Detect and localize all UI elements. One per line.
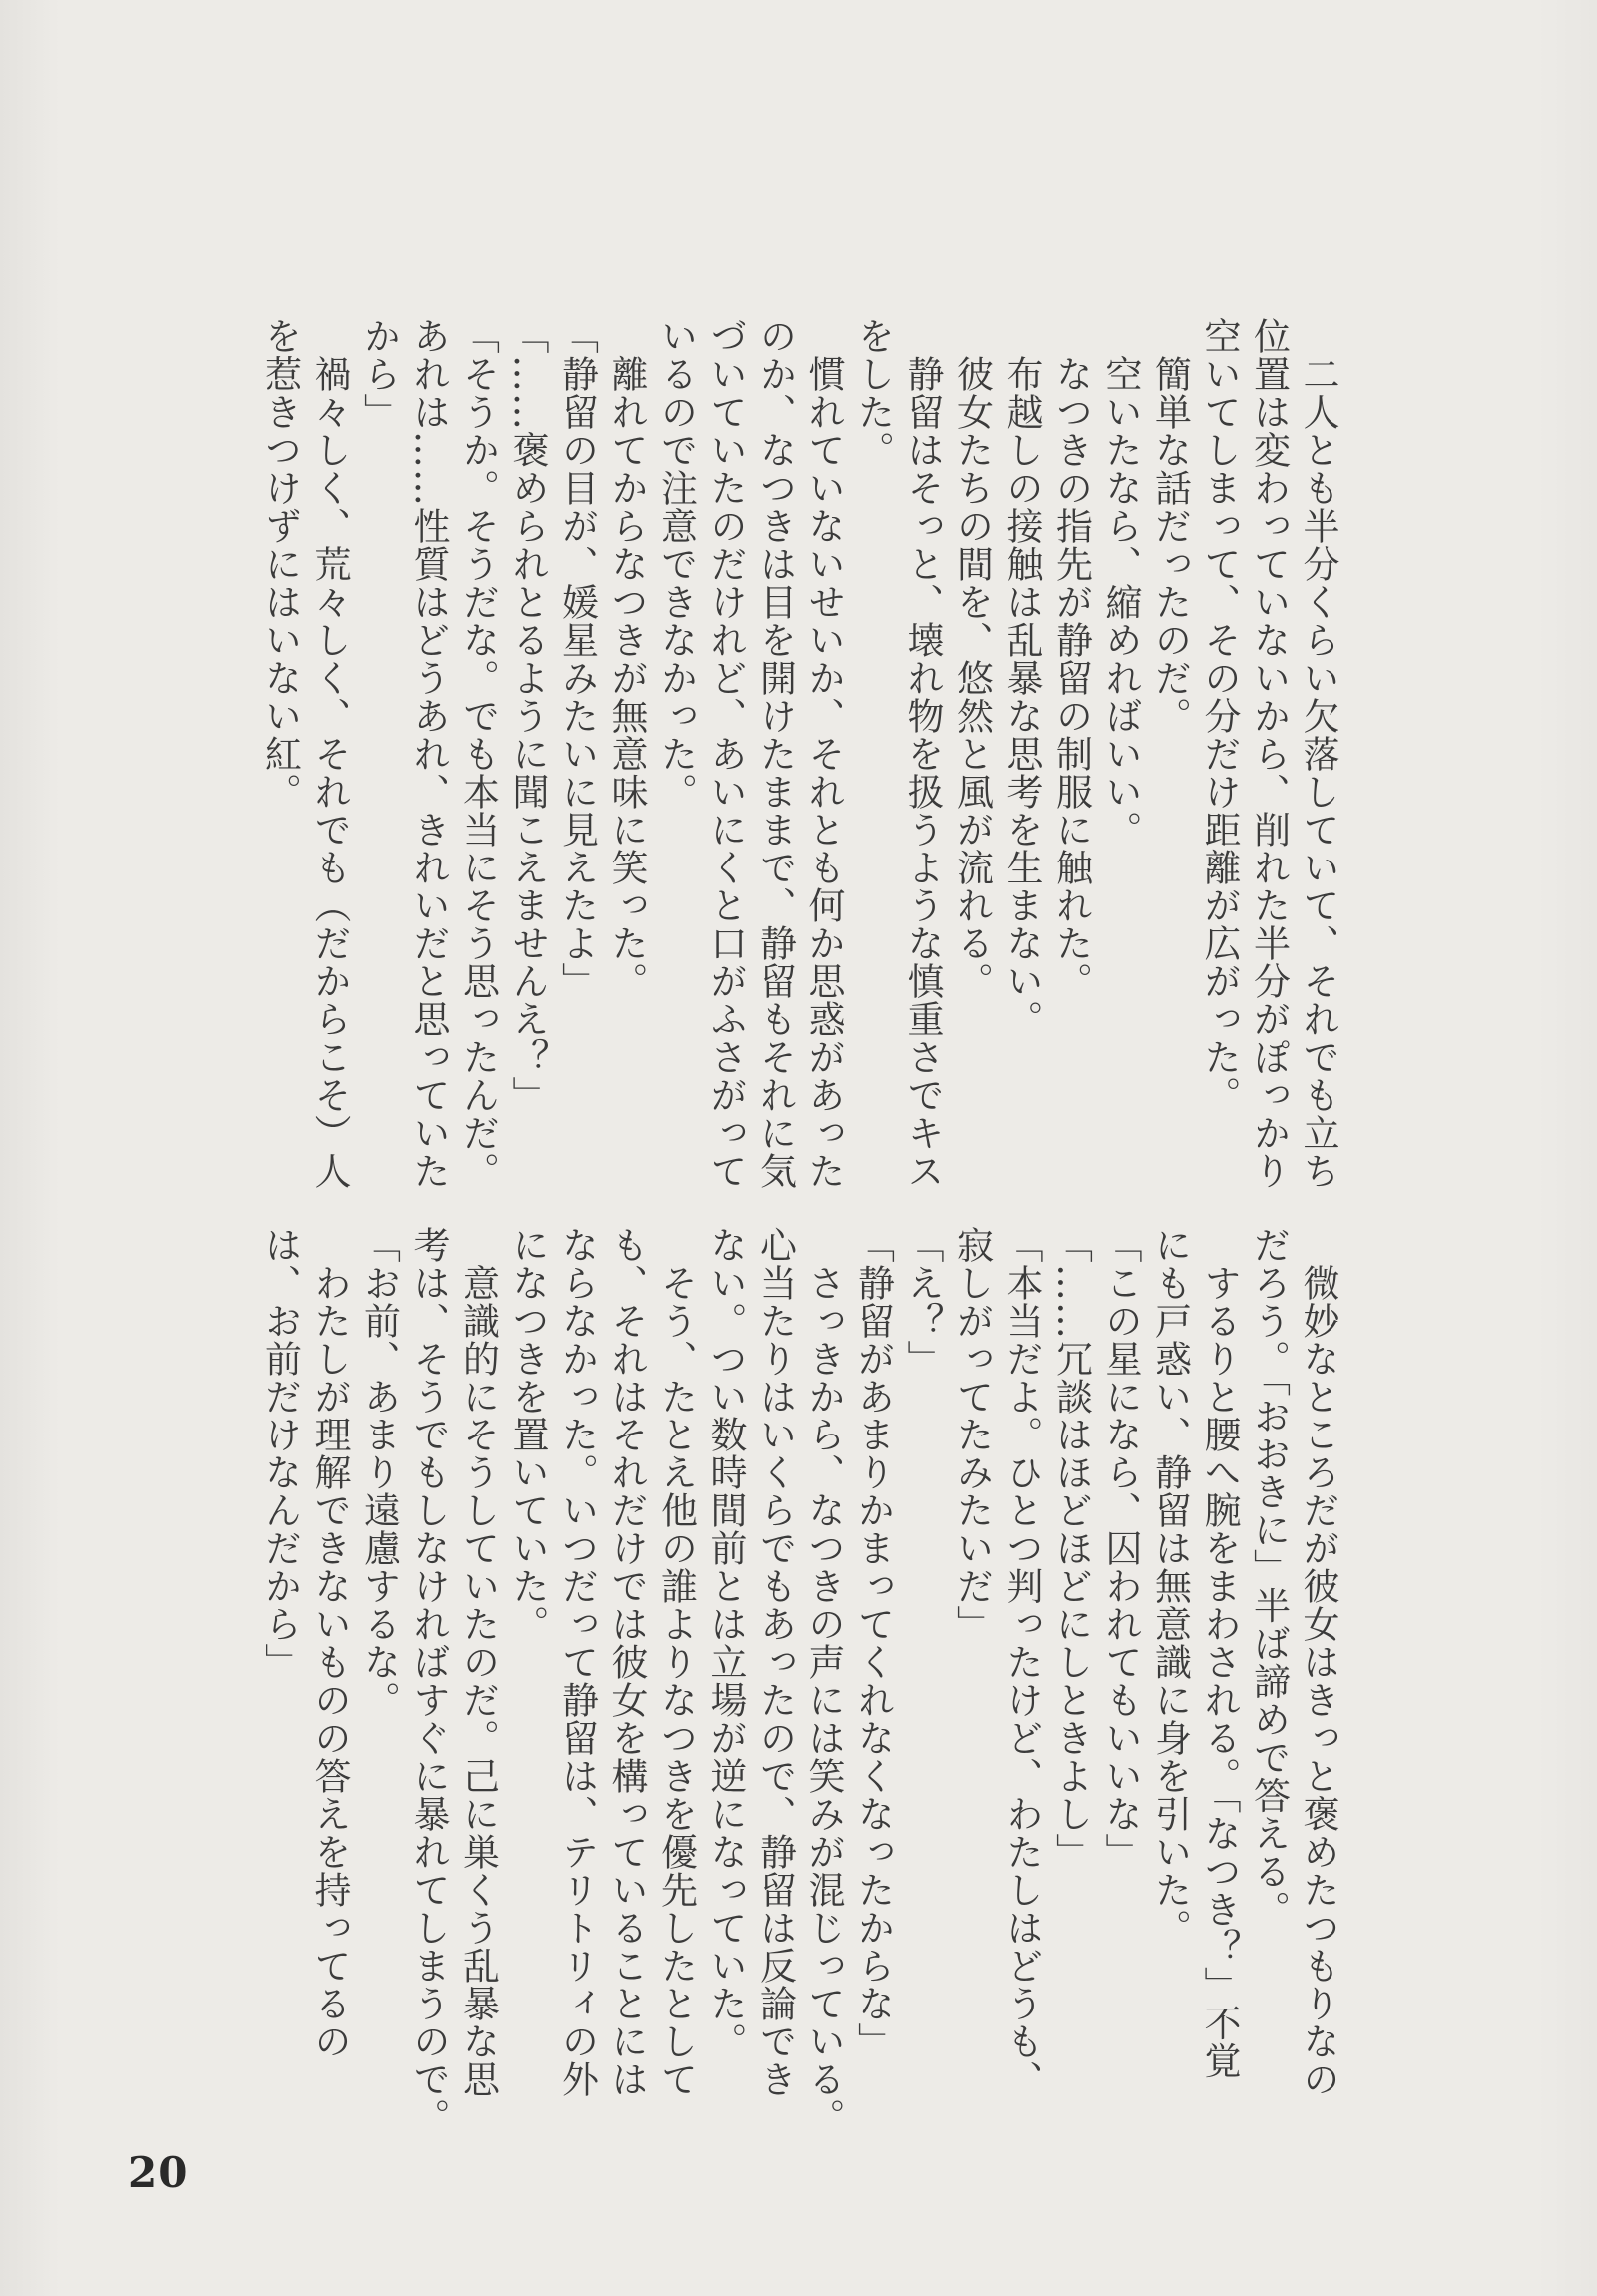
text-line: のか、なつきは目を開けたままで、静留もそれに気 [753,317,797,1190]
text-line: 「……褒められとるように聞こえませんえ？」 [506,317,549,1114]
text-line: 「そうか。そうだな。でも本当にそう思ったんだ。 [456,317,500,1190]
text-line: づいていたのだけれど、あいにくと口がふさがって [704,317,747,1190]
lower-text-block [256,1226,1342,2184]
text-line: 「……冗談はほどほどにしときよし」 [1049,1226,1093,1871]
text-line: を惹きつけずにはいない紅。 [259,317,302,811]
text-line: だろう。「おおきに」半ば諦めで答える。 [1247,1226,1291,1929]
text-line: なつきの指先が静留の制服に触れた。 [1049,317,1093,1000]
text-line: 空いてしまって、その分だけ距離が広がった。 [1198,317,1241,1114]
text-line: ない。つい数時間前とは立場が逆になっていた。 [704,1226,747,2060]
text-line: するりと腰へ腕をまわされる。「なつき？」不覚 [1198,1226,1241,2080]
text-line: ならなかった。いつだって静留は、テリトリィの外 [555,1226,599,2098]
text-line: 微妙なところだが彼女はきっと褒めたつもりなの [1297,1226,1339,2098]
text-line: 心当たりはいくらでもあったので、静留は反論でき [753,1226,797,2098]
text-line: 布越しの接触は乱暴な思考を生まない。 [1000,317,1043,1038]
text-line: 空いたなら、縮めればいい。 [1099,317,1142,849]
text-line: 禍々しく、荒々しく、それでも（だからこそ）人 [308,317,351,1190]
text-line: 寂しがってたみたいだ」 [950,1226,994,1643]
text-line: 意識的にそうしていたのだ。己に巣くう乱暴な思 [456,1226,500,2098]
text-line: そう、たとえ他の誰よりなつきを優先したとして [654,1226,698,2098]
text-line: 彼女たちの間を、悠然と風が流れる。 [950,317,994,1000]
text-line: いるので注意できなかった。 [654,317,698,811]
text-line: 「静留の目が、媛星みたいに見えたよ」 [555,317,599,1000]
text-line: 「お前、あまり遠慮するな。 [357,1226,401,1719]
text-line: 考は、そうでもしなければすぐに暴れてしまうので。 [407,1226,450,2136]
text-line: になつきを置いていた。 [506,1226,549,1643]
text-line: わたしが理解できないものの答えを持ってるの [308,1226,351,2060]
text-line: 慣れていないせいか、それとも何か思惑があった [802,317,845,1190]
text-line: にも戸惑い、静留は無意識に身を引いた。 [1148,1226,1192,1947]
text-line: も、それはそれだけでは彼女を構っていることには [605,1226,648,2098]
text-line: さっきから、なつきの声には笑みが混じっている。 [802,1226,845,2136]
text-line: 「え？」 [901,1226,944,1378]
text-line: 「本当だよ。ひとつ判ったけど、わたしはどうも、 [1000,1226,1043,2098]
text-line: は、お前だけなんだから」 [259,1226,302,1681]
text-line: 「この星になら、囚われてもいいな」 [1099,1226,1142,1871]
text-line: 二人とも半分くらい欠落していて、それでも立ち [1297,317,1339,1190]
text-line: 簡単な話だったのだ。 [1148,317,1192,735]
page-number: 20 [128,2148,189,2197]
text-line: あれは……性質はどうあれ、きれいだと思っていた [407,317,450,1190]
text-line: 位置は変わっていないから、削れた半分がぽっかり [1247,317,1291,1190]
text-line: 「静留があまりかまってくれなくなったからな」 [851,1226,895,2060]
text-line: 離れてからなつきが無意味に笑った。 [605,317,648,1000]
text-line: 静留はそっと、壊れ物を扱うような慎重さでキス [901,317,944,1190]
text-line: をした。 [851,317,895,469]
text-line: から」 [357,317,401,431]
upper-text-block [256,317,1342,1276]
